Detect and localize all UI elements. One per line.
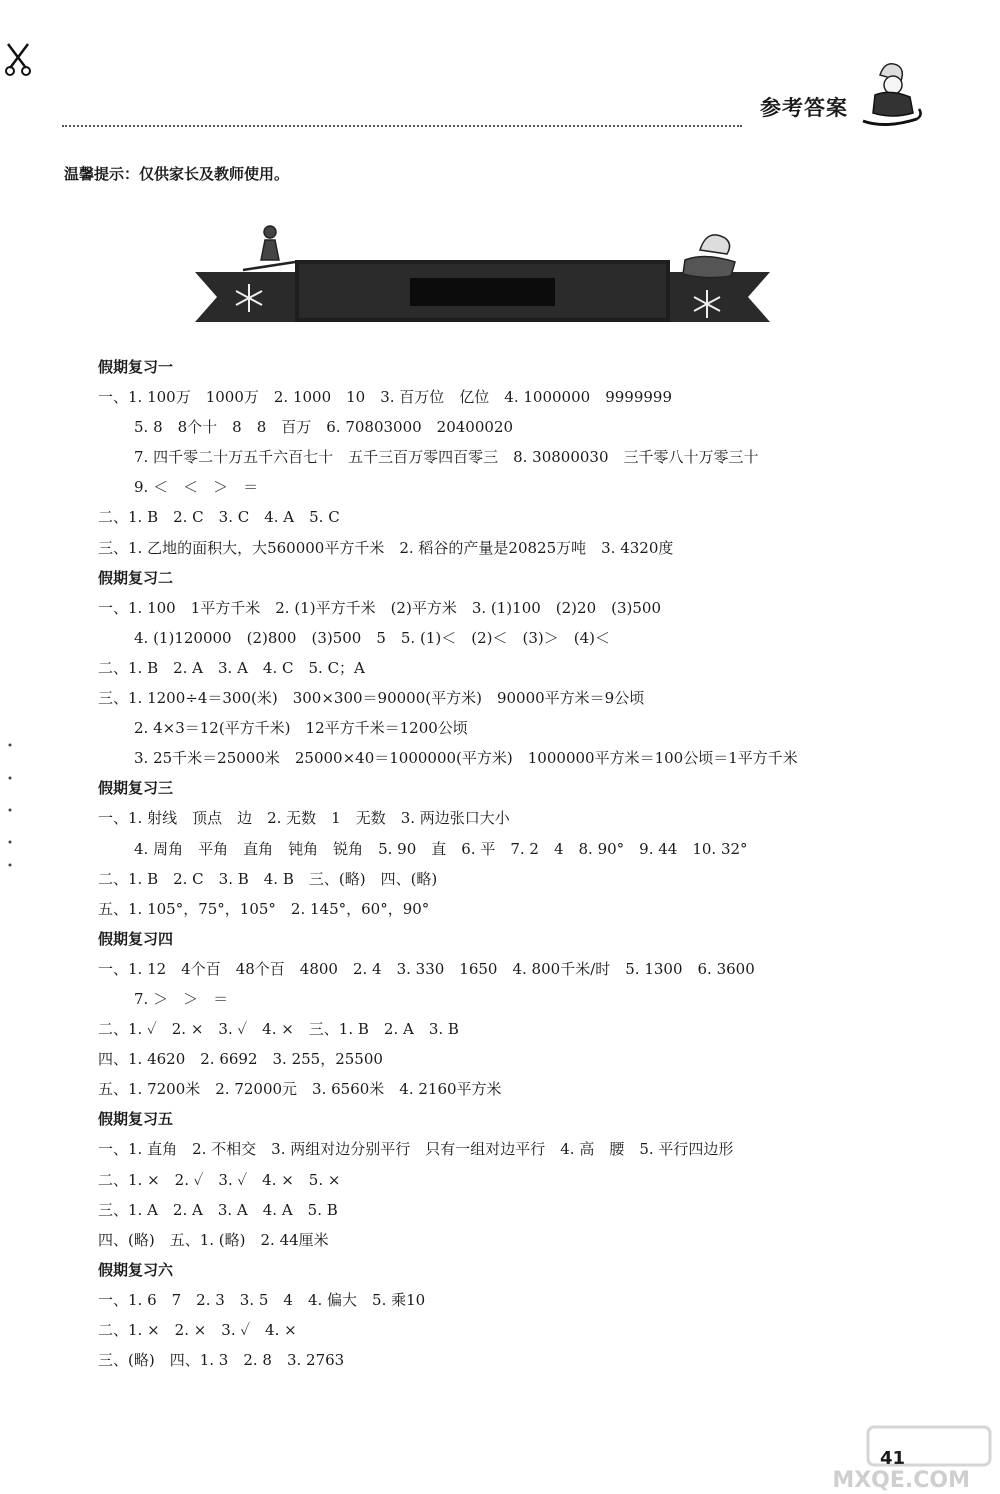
answer-line: 一、1. 射线 顶点 边 2. 无数 1 无数 3. 两边张口大小 <box>98 809 510 828</box>
section-title: 假期复习一 <box>98 358 174 376</box>
answer-line: 三、1. 1200÷4＝300(米) 300×300＝90000(平方米) 90000平方米＝9公顷 <box>98 689 645 708</box>
section-title: 假期复习四 <box>98 929 174 948</box>
answer-line: 三、1. A 2. A 3. A 4. A 5. B <box>98 1200 338 1219</box>
answer-content <box>98 352 958 1375</box>
answer-line: 4. 周角 平角 直角 钝角 锐角 5. 90 直 6. 平 7. 2 4 8. 90° 9. 44 10. 32° <box>134 839 748 858</box>
section-title: 假期复习五 <box>98 1110 174 1129</box>
answer-line: 一、1. 6 7 2. 3 3. 5 4 4. 偏大 5. 乘10 <box>98 1290 426 1309</box>
title-banner <box>195 210 770 330</box>
watermark-logo <box>820 1425 995 1491</box>
answer-line: 四、(略) 五、1. (略) 2. 44厘米 <box>98 1230 329 1249</box>
answer-line: 三、1. 乙地的面积大，大560000平方千米 2. 稻谷的产量是20825万吨 3. 4320度 <box>98 538 674 557</box>
santa-sleigh-icon <box>855 55 925 135</box>
section-title: 假期复习六 <box>98 1260 174 1279</box>
answer-line: 二、1. × 2. × 3. ✓ 4. × <box>98 1321 297 1339</box>
answer-line: 一、1. 100 1平方千米 2. (1)平方千米 (2)平方米 3. (1)100 (2)20 (3)500 <box>98 598 662 617</box>
answer-line: 4. (1)120000 (2)800 (3)500 5 5. (1)＜ (2)＜ (3)＞ (4)＜ <box>134 628 610 647</box>
section-title: 假期复习二 <box>98 568 174 587</box>
answer-line: 五、1. 7200米 2. 72000元 3. 6560米 4. 2160平方米 <box>98 1080 502 1099</box>
answer-line: 5. 8 8个十 8 8 百万 6. 70803000 20400020 <box>134 418 514 437</box>
answer-line: 2. 4×3＝12(平方千米) 12平方千米＝1200公顷 <box>134 719 468 738</box>
binding-marks <box>4 740 16 870</box>
skier-icon <box>243 226 295 270</box>
answer-line: 二、1. ✓ 2. × 3. ✓ 4. × 三、1. B 2. A 3. B <box>98 1020 459 1039</box>
parent-tip: 温馨提示：仅供家长及教师使用。 <box>64 165 290 183</box>
answer-line: 一、1. 直角 2. 不相交 3. 两组对边分别平行 只有一组对边平行 4. 高 腰 5. 平行四边形 <box>98 1140 734 1159</box>
answer-line: 7. 四千零二十万五千六百七十 五千三百万零四百零三 8. 30800030 三千零八十万零三十 <box>134 448 759 467</box>
page-number: 41 <box>880 1448 906 1469</box>
answer-line: 五、1. 105°，75°，105° 2. 145°，60°，90° <box>98 899 430 918</box>
header-title: 参考答案 <box>760 96 848 120</box>
answer-line: 四、1. 4620 2. 6692 3. 255，25500 <box>98 1050 383 1069</box>
answer-line: 9. ＜ ＜ ＞ ＝ <box>134 478 259 497</box>
answer-line: 3. 25千米＝25000米 25000×40＝1000000(平方米) 1000000平方米＝100公顷＝1平方千米 <box>134 749 798 768</box>
watermark-text: MXQE.COM <box>832 1468 970 1491</box>
answer-line: 一、1. 12 4个百 48个百 4800 2. 4 3. 330 1650 4. 800千米/时 5. 1300 6. 3600 <box>98 959 755 978</box>
answer-line: 二、1. B 2. A 3. A 4. C 5. C；A <box>98 658 365 677</box>
answer-line: 一、1. 100万 1000万 2. 1000 10 3. 百万位 亿位 4. 1000000 9999999 <box>98 388 672 407</box>
cut-line <box>62 125 742 127</box>
answer-line: 7. ＞ ＞ ＝ <box>134 989 229 1008</box>
answer-line: 三、(略) 四、1. 3 2. 8 3. 2763 <box>98 1351 345 1370</box>
answer-line: 二、1. B 2. C 3. C 4. A 5. C <box>98 508 340 527</box>
santa-icon <box>683 235 735 278</box>
answer-line: 二、1. × 2. ✓ 3. ✓ 4. × 5. × <box>98 1170 341 1189</box>
section-title: 假期复习三 <box>98 779 174 798</box>
scissors-icon <box>4 38 32 78</box>
answer-line: 二、1. B 2. C 3. B 4. B 三、(略) 四、(略) <box>98 869 438 888</box>
